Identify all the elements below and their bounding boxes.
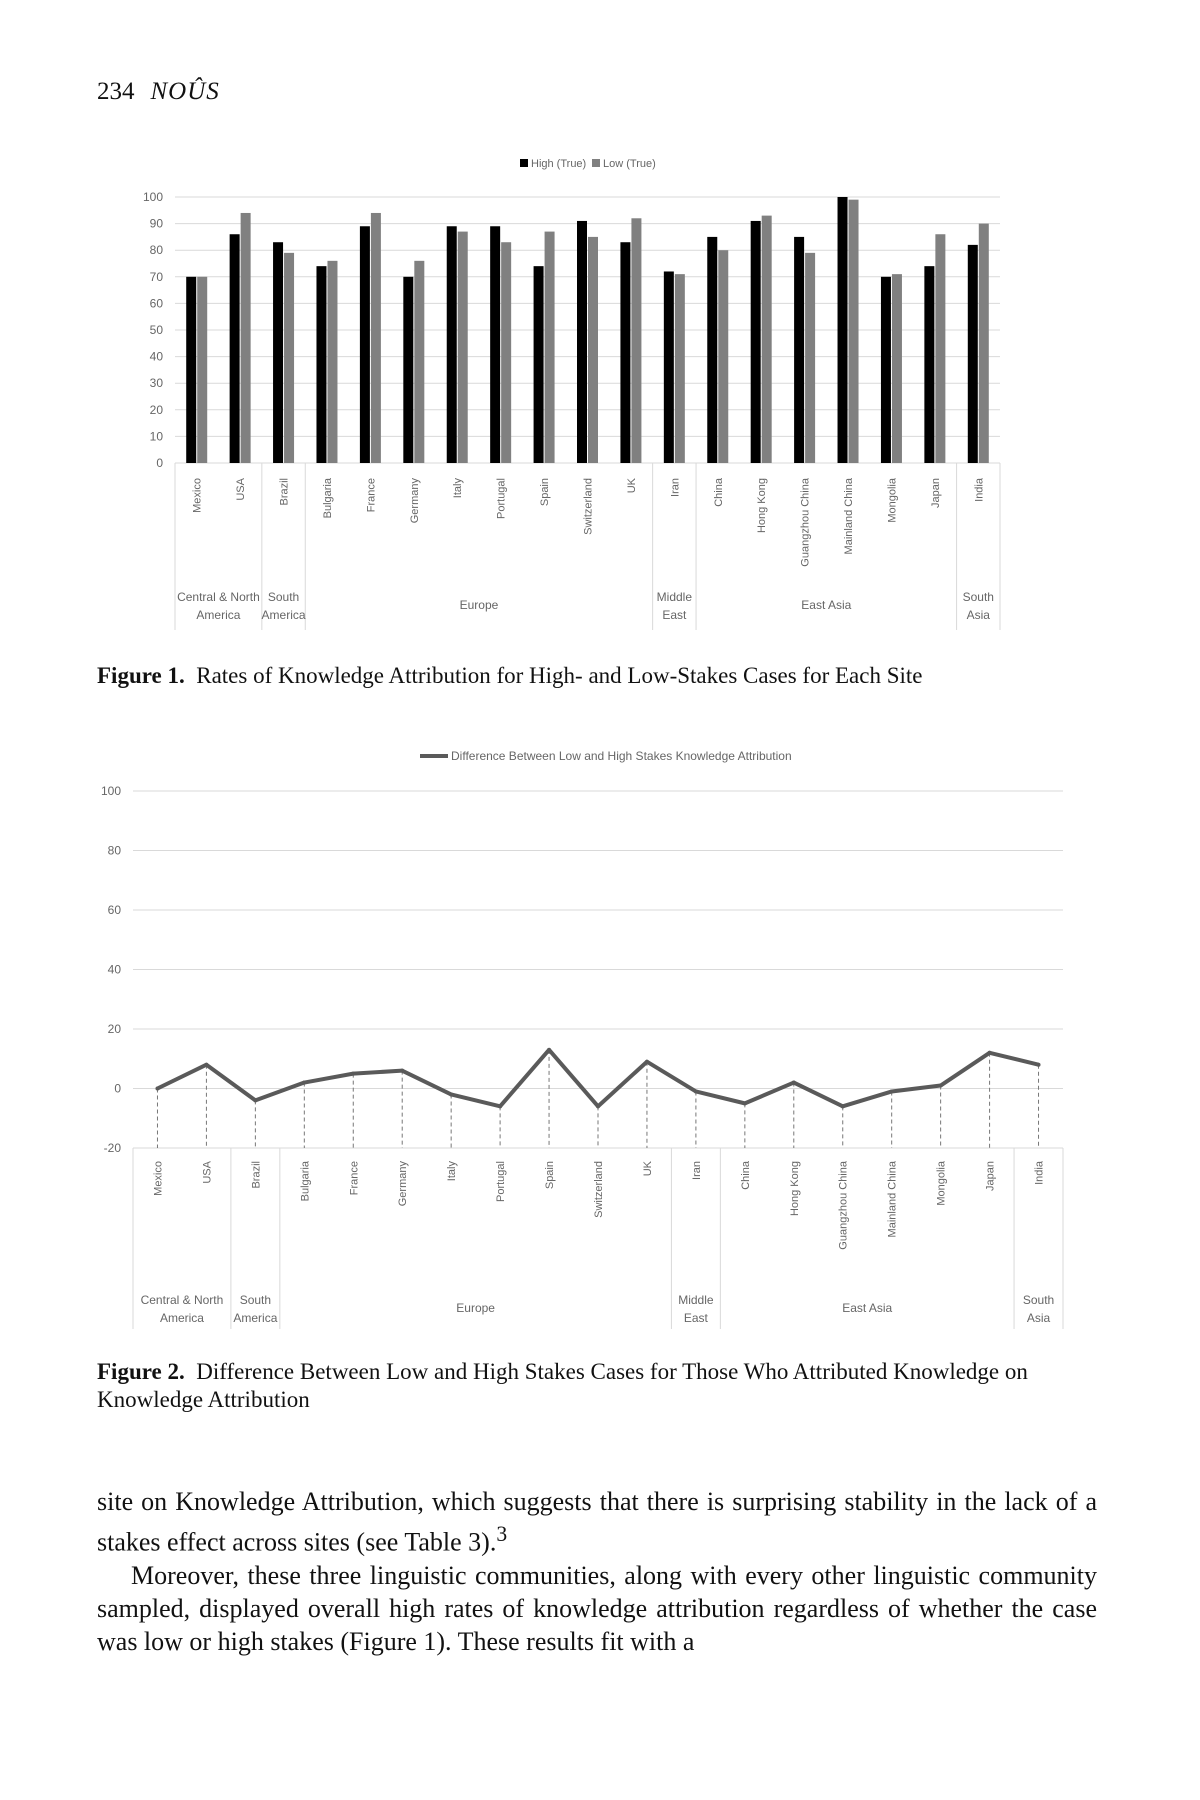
x-category-label: Mexico [191,478,204,513]
bar-high [924,266,934,463]
x-category-label: Guangzhou China [837,1161,850,1250]
figure-2-caption [97,1358,1087,1414]
bar-low [545,232,555,463]
region-group-label: East [662,608,687,622]
x-category-label: UK [641,1161,654,1177]
figure-2-line-chart [0,735,1200,1330]
bar-high [968,245,978,463]
x-category-label: Iran [690,1161,703,1180]
x-category-label: Bulgaria [321,478,334,519]
region-group-label: Central & North [140,1293,224,1307]
journal-title: NOÛS [150,78,220,105]
y-tick-label: 40 [149,349,163,364]
x-category-label: Switzerland [593,1161,605,1218]
legend-label-high: High (True) [531,158,587,170]
bar-low [284,253,294,463]
x-category-label: China [712,478,725,507]
bar-high [881,277,891,463]
data-point [204,1063,208,1067]
bar-low [762,216,772,463]
bar-high [534,266,544,463]
x-category-label: France [365,478,378,513]
figure-1-caption [97,662,1087,690]
figure-2-caption-text: Difference Between Low and High Stakes Cases for Those Who Attributed Knowledge on Knowledge Attribution [97,1359,1028,1412]
region-group-label: East [683,1311,708,1325]
x-category-label: Japan [929,478,942,508]
region-group-label: America [196,608,241,622]
region-group-label: South [239,1293,272,1307]
region-group-label: East Asia [801,598,852,612]
bar-high [360,226,370,463]
y-tick-label: 100 [100,784,121,798]
y-tick-label: 20 [149,402,163,417]
x-category-label: Brazil [278,478,291,506]
x-category-label: Hong Kong [788,1161,801,1217]
bar-high [838,197,848,463]
y-tick-label: 80 [149,243,163,258]
data-point [351,1072,355,1076]
legend-label-low: Low (True) [603,158,656,170]
x-category-label: Japan [984,1161,997,1191]
y-tick-label: 60 [107,903,121,917]
data-point [302,1081,306,1085]
bar-high [707,237,717,463]
bar-low [935,234,945,463]
x-category-label: China [739,1161,752,1190]
x-category-label: UK [625,478,638,494]
data-point [939,1084,943,1088]
bar-low [979,224,989,463]
data-point [400,1069,404,1073]
x-category-label: Mongolia [886,478,899,523]
region-group-label: Europe [459,598,499,612]
data-point [1037,1063,1041,1067]
x-category-label: Spain [544,1161,557,1190]
figure-1-bar-chart [0,150,1200,635]
bar-low [588,237,598,463]
bar-low [501,242,511,463]
footnote-ref: 3 [496,1522,508,1546]
x-category-label: Italy [446,1161,459,1182]
bar-high [751,221,761,463]
x-category-label: Germany [408,478,421,524]
bar-low [371,213,381,463]
legend-swatch-low [592,159,600,167]
series-line [157,1050,1038,1107]
data-point [155,1087,159,1091]
legend-swatch-high [520,159,528,167]
bar-low [241,213,251,463]
x-category-label: Mexico [152,1161,165,1196]
x-category-label: Spain [539,478,552,507]
bar-low [631,218,641,463]
bar-low [849,200,859,463]
page-header [97,78,220,106]
figure-1-label: Figure 1. [97,663,185,688]
data-point [694,1089,698,1093]
data-point [498,1104,502,1108]
x-category-label: Guangzhou China [799,478,812,567]
region-group-label: America [233,1311,278,1325]
region-group-label: Europe [456,1301,495,1315]
x-category-label: Switzerland [582,478,595,535]
data-point [743,1101,747,1105]
region-group-label: Middle [656,590,693,604]
y-tick-label: 0 [156,456,163,470]
data-point [841,1104,845,1108]
bar-high [316,266,326,463]
region-group-label: Asia [1026,1311,1051,1325]
y-tick-label: 40 [107,962,121,977]
y-tick-label: 90 [149,216,163,231]
region-group-label: South [1022,1293,1055,1307]
x-category-label: Portugal [495,478,508,519]
data-point [449,1092,453,1096]
bar-low [675,274,685,463]
x-category-label: Portugal [495,1161,508,1202]
bar-low [414,261,424,463]
region-group-label: East Asia [842,1301,893,1315]
bar-high [186,277,196,463]
x-category-label: India [973,478,986,502]
y-tick-label: 80 [107,843,121,858]
bar-high [230,234,240,463]
y-tick-label: 30 [149,376,163,391]
bar-high [403,277,413,463]
y-tick-label: 60 [149,296,163,311]
data-point [645,1060,649,1064]
x-category-label: Iran [669,478,682,497]
body-paragraph-2: Moreover, these three linguistic communities, along with every other linguistic community sampled, displayed overall high rates of knowledge attribution regardless of whether the case was low or high stakes (Figure 1). These results fit with a [97,1560,1097,1656]
x-category-label: France [348,1161,361,1196]
x-category-label: Mainland China [843,478,856,555]
x-category-label: India [1033,1161,1046,1185]
y-tick-label: -20 [103,1141,121,1155]
region-group-label: Middle [678,1293,714,1307]
y-tick-label: 10 [149,429,163,444]
y-tick-label: 50 [149,323,163,337]
bar-low [327,261,337,463]
bar-low [197,277,207,463]
x-category-label: Bulgaria [299,1161,312,1202]
bar-low [458,232,468,463]
data-point [547,1048,551,1052]
region-group-label: Asia [966,608,990,622]
bar-high [620,242,630,463]
figure-1-caption-text: Rates of Knowledge Attribution for High- and Low-Stakes Cases for Each Site [196,663,923,688]
bar-high [447,226,457,463]
region-group-label: South [962,590,994,604]
x-category-label: USA [235,478,248,501]
y-tick-label: 70 [149,269,163,284]
x-category-label: Mainland China [886,1161,899,1238]
x-category-label: Brazil [250,1161,263,1189]
body-paragraph-1-text: site on Knowledge Attribution, which suggests that there is surprising stability in the lack of a stakes effect across sites (see Table 3). [97,1487,1097,1557]
y-tick-label: 100 [142,190,163,204]
data-point [253,1098,257,1102]
bar-low [718,250,728,463]
x-category-label: Mongolia [935,1161,948,1206]
page-number: 234 [97,78,135,105]
data-point [596,1104,600,1108]
region-group-label: South [267,590,300,604]
data-point [792,1081,796,1085]
bar-high [273,242,283,463]
bar-high [490,226,500,463]
region-group-label: America [261,608,306,622]
x-category-label: Hong Kong [756,478,769,534]
x-category-label: Germany [397,1161,410,1207]
y-tick-label: 20 [107,1022,121,1036]
bar-high [664,271,674,463]
y-tick-label: 0 [114,1081,121,1096]
body-text [97,1485,1097,1658]
body-paragraph-1 [97,1485,1097,1559]
x-category-label: USA [201,1161,214,1184]
x-category-label: Italy [452,478,465,499]
bar-low [892,274,902,463]
bar-high [794,237,804,463]
region-group-label: America [159,1311,204,1325]
region-group-label: Central & North [177,590,260,604]
figure-2-label: Figure 2. [97,1359,185,1384]
legend-label: Difference Between Low and High Stakes Knowledge Attribution [451,749,792,763]
data-point [988,1051,992,1055]
bar-high [577,221,587,463]
bar-low [805,253,815,463]
data-point [890,1089,894,1093]
